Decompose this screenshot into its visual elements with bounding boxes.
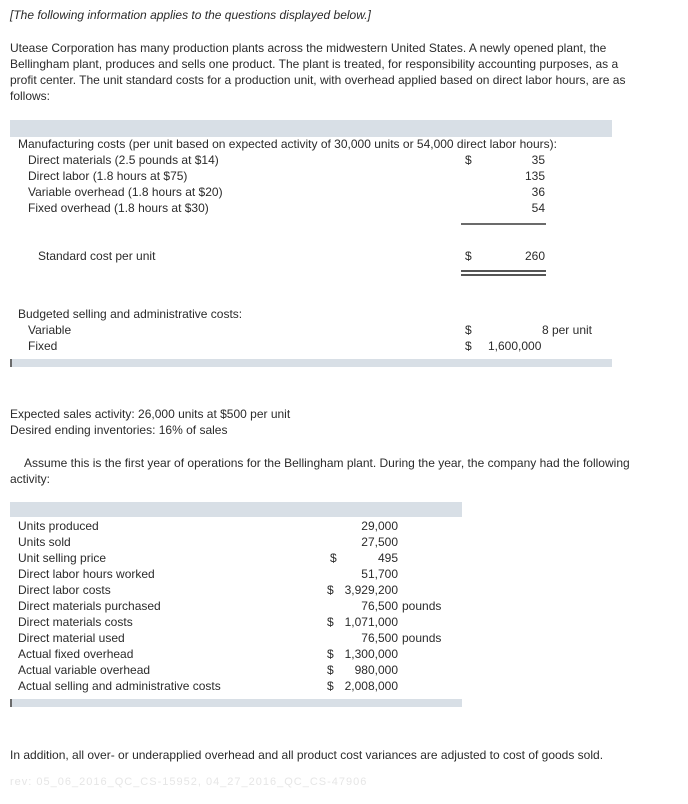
activity-table-bottom-bar xyxy=(10,699,462,707)
activity-value: 29,000 xyxy=(361,519,398,533)
variable-label: Variable xyxy=(28,323,72,337)
activity-label: Actual selling and administrative costs xyxy=(18,679,221,693)
activity-label: Units produced xyxy=(18,519,99,533)
activity-label: Direct material used xyxy=(18,631,125,645)
activity-label: Units sold xyxy=(18,535,71,549)
row-value: 135 xyxy=(524,169,545,183)
dollar-sign: $ xyxy=(465,249,472,263)
activity-label: Actual fixed overhead xyxy=(18,647,134,661)
dollar-sign: $ xyxy=(327,583,334,597)
expected-sales: Expected sales activity: 26,000 units at $500 per unit xyxy=(10,407,291,421)
closing-paragraph: In addition, all over- or underapplied overhead and all product cost variances are adjusted to cost of goods sold. xyxy=(10,748,604,762)
activity-label: Direct materials costs xyxy=(18,615,133,629)
activity-value: 1,071,000 xyxy=(344,615,398,629)
activity-value: 76,500 xyxy=(361,631,398,645)
table-corner xyxy=(10,359,12,367)
standards-table-top-bar xyxy=(10,120,612,137)
activity-label: Unit selling price xyxy=(18,551,107,565)
activity-unit: pounds xyxy=(402,599,442,613)
standard-cost-label: Standard cost per unit xyxy=(38,249,156,263)
activity-value: 3,929,200 xyxy=(344,583,398,597)
variable-value: 8 per unit xyxy=(541,323,592,337)
row-label: Direct labor (1.8 hours at $75) xyxy=(28,169,188,183)
activity-label: Direct labor hours worked xyxy=(18,567,155,581)
manufacturing-costs-header: Manufacturing costs (per unit based on expected activity of 30,000 units or 54,000 direct labor hours): xyxy=(18,137,557,151)
activity-value: 980,000 xyxy=(354,663,398,677)
activity-label: Direct materials purchased xyxy=(18,599,161,613)
dollar-sign: $ xyxy=(327,679,334,693)
activity-value: 495 xyxy=(377,551,398,565)
row-value: 54 xyxy=(531,201,545,215)
dollar-sign: $ xyxy=(327,647,334,661)
dollar-sign: $ xyxy=(465,153,472,167)
activity-label: Direct labor costs xyxy=(18,583,111,597)
dollar-sign: $ xyxy=(465,323,472,337)
watermark: rev: 05_06_2016_QC_CS-15952, 04_27_2016_QC_CS-47906 xyxy=(10,776,368,788)
dollar-sign: $ xyxy=(465,339,472,353)
dollar-sign: $ xyxy=(327,615,334,629)
fixed-value: 1,600,000 xyxy=(488,339,542,353)
table-corner xyxy=(10,699,12,707)
row-value: 36 xyxy=(531,185,545,199)
selling-admin-header: Budgeted selling and administrative costs: xyxy=(18,307,243,321)
standards-table-bottom-bar xyxy=(10,359,612,367)
standard-cost-value: 260 xyxy=(524,249,545,263)
dollar-sign: $ xyxy=(327,663,334,677)
subtotal-rule xyxy=(461,223,546,225)
activity-value: 27,500 xyxy=(361,535,398,549)
intro-paragraph: Utease Corporation has many production plants across the midwestern United States. A newly opened plant, the Bellingham plant, produces and sells one product. The plant is treated, for responsibility accounting purposes, as a profit center. The unit standard costs for a production unit, with overhead applied based on direct labor hours, are as follows: xyxy=(10,41,626,103)
activity-value: 76,500 xyxy=(361,599,398,613)
fixed-label: Fixed xyxy=(28,339,58,353)
intro-note: [The following information applies to the questions displayed below.] xyxy=(10,8,371,22)
activity-value: 2,008,000 xyxy=(344,679,398,693)
row-label: Variable overhead (1.8 hours at $20) xyxy=(28,185,223,199)
activity-label: Actual variable overhead xyxy=(18,663,151,677)
activity-value: 51,700 xyxy=(361,567,398,581)
activity-table-top-bar xyxy=(10,502,462,517)
row-value: 35 xyxy=(531,153,545,167)
total-double-rule xyxy=(461,270,546,276)
row-label: Direct materials (2.5 pounds at $14) xyxy=(28,153,219,167)
assume-paragraph: Assume this is the first year of operations for the Bellingham plant. During the year, the company had the following activity: xyxy=(10,456,630,486)
activity-value: 1,300,000 xyxy=(344,647,398,661)
activity-unit: pounds xyxy=(402,631,442,645)
desired-inventory: Desired ending inventories: 16% of sales xyxy=(10,423,228,437)
dollar-sign: $ xyxy=(330,551,337,565)
row-label: Fixed overhead (1.8 hours at $30) xyxy=(28,201,209,215)
